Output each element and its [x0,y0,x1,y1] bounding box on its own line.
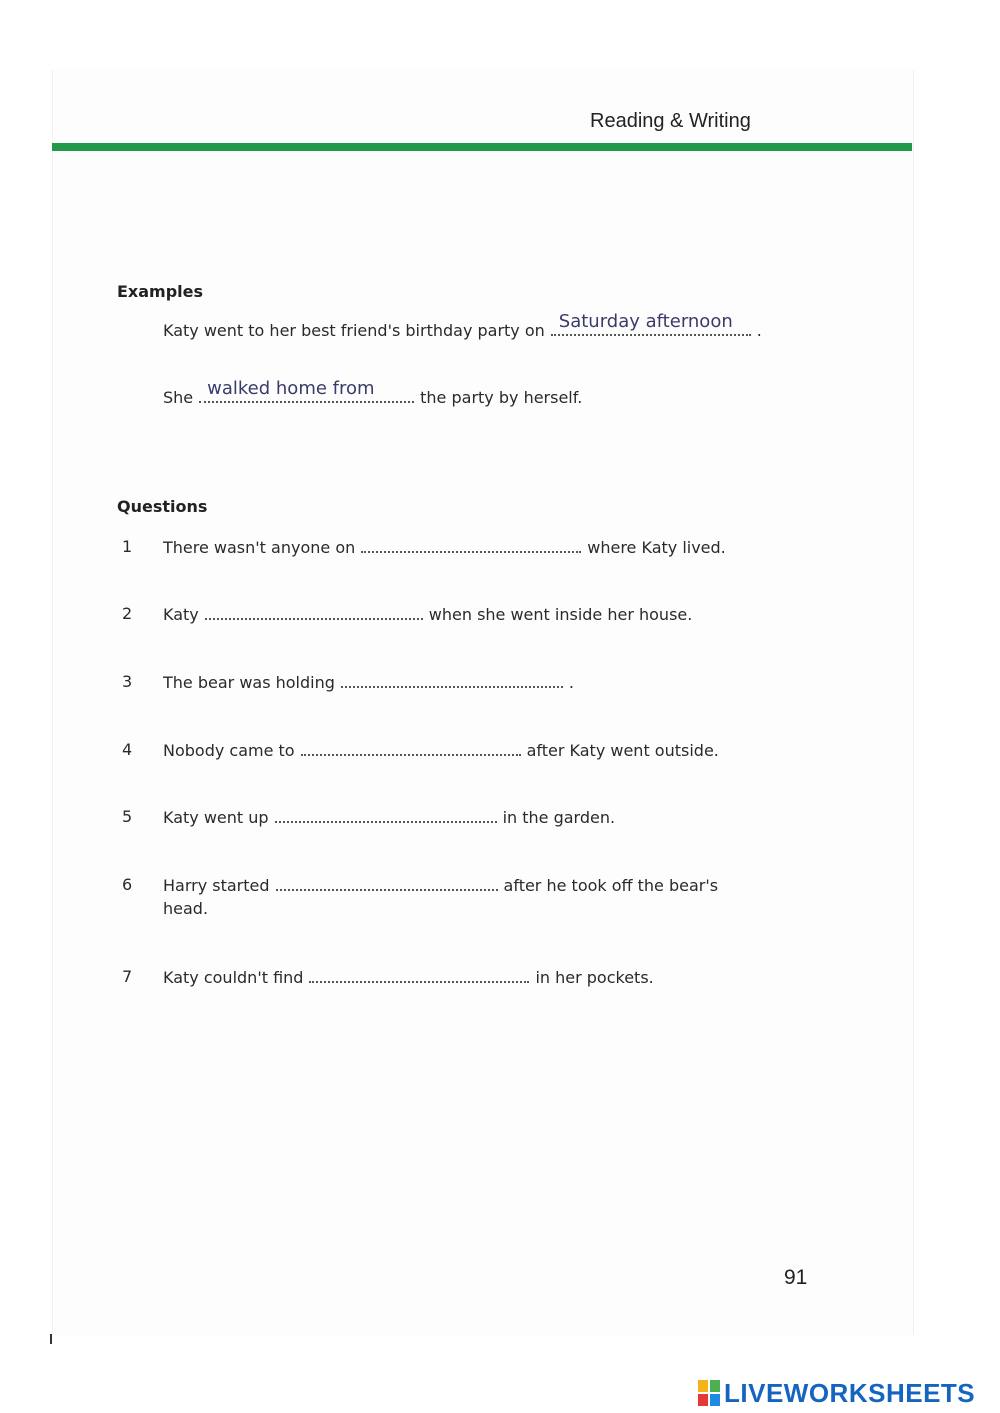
question-1-after: where Katy lived. [587,538,726,557]
question-1-before: There wasn't anyone on [163,538,356,557]
question-1 [163,537,726,557]
example-2-after: the party by herself. [420,388,583,407]
brand-name: LIVEWORKSHEETS [724,1377,976,1408]
header-rule [52,143,912,151]
liveworksheets-logo-icon [698,1380,720,1406]
question-1-number: 1 [122,537,133,556]
example-2 [163,378,583,407]
question-6-blank[interactable] [276,875,498,891]
question-3-after: . [568,673,574,692]
question-7-blank[interactable] [309,967,529,983]
questions-heading: Questions [117,497,208,516]
question-5-after: in the garden. [502,808,616,827]
question-2-before: Katy [163,605,199,624]
question-6-number: 6 [122,875,133,894]
question-4-before: Nobody came to [163,741,295,760]
scan-mark [50,1334,52,1344]
question-6-continuation: head. [163,899,209,918]
example-1-blank[interactable] [551,311,751,336]
example-1 [163,311,762,340]
question-4-blank[interactable] [301,740,521,756]
question-1-blank[interactable] [361,537,581,553]
header-title: Reading & Writing [590,110,751,132]
page-number: 91 [784,1266,808,1289]
question-5-before: Katy went up [163,808,269,827]
question-5-blank[interactable] [275,807,497,823]
example-2-blank[interactable] [199,378,414,403]
example-2-answer: walked home from [207,378,375,399]
question-6 [163,875,718,895]
question-2-after: when she went inside her house. [428,605,693,624]
question-3-before: The bear was holding [163,673,335,692]
liveworksheets-brand [698,1378,975,1408]
question-5 [163,807,615,827]
question-7 [163,967,654,987]
example-2-before: She [163,388,194,407]
question-2 [163,604,692,624]
question-6-before: Harry started [163,876,270,895]
question-7-before: Katy couldn't find [163,968,304,987]
question-7-after: in her pockets. [535,968,654,987]
question-3-number: 3 [122,672,133,691]
example-1-after: . [756,321,762,340]
worksheet-page [52,70,914,1335]
question-3-blank[interactable] [341,672,563,688]
question-4-after: after Katy went outside. [526,741,719,760]
question-2-number: 2 [122,604,133,623]
examples-heading: Examples [117,282,204,301]
question-7-number: 7 [122,967,133,986]
example-1-answer: Saturday afternoon [558,311,733,332]
question-4-number: 4 [122,740,133,759]
example-1-before: Katy went to her best friend's birthday party on [163,321,545,340]
question-6-after: after he took off the bear's [503,876,719,895]
question-3 [163,672,574,692]
question-2-blank[interactable] [205,604,423,620]
question-5-number: 5 [122,807,133,826]
question-4 [163,740,719,760]
